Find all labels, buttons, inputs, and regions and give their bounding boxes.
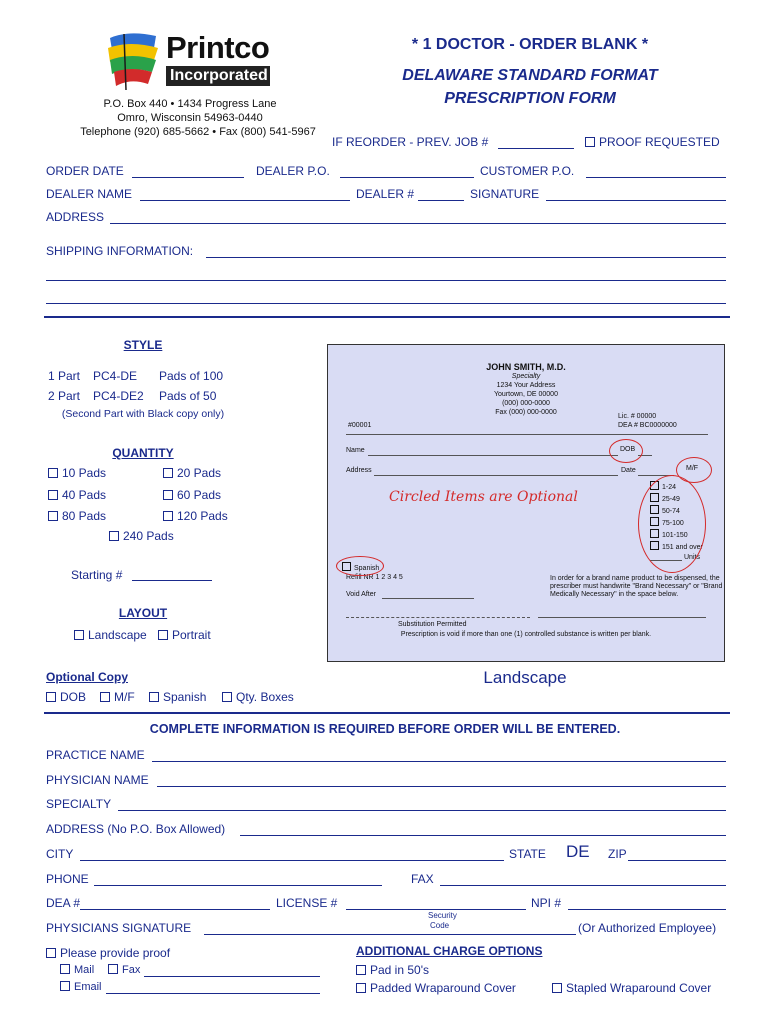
customer-po-field[interactable] <box>586 177 726 178</box>
optional-spanish-label: Spanish <box>163 690 207 704</box>
stapled-cover-label: Stapled Wraparound Cover <box>566 981 712 995</box>
pad-in-50s[interactable] <box>356 963 429 977</box>
sample-number: #00001 <box>348 422 372 429</box>
practice-name-field[interactable] <box>152 761 726 762</box>
layout-portrait[interactable] <box>158 628 211 642</box>
specialty-label: SPECIALTY <box>46 797 112 811</box>
physician-address-label: ADDRESS (No P.O. Box Allowed) <box>46 822 226 836</box>
proof-email-field[interactable] <box>106 993 320 994</box>
provide-proof-label: Please provide proof <box>60 946 171 960</box>
qty-20-pads[interactable] <box>163 466 221 480</box>
qty-10-checkbox[interactable] <box>48 468 58 478</box>
shipping-label: SHIPPING INFORMATION: <box>46 244 194 258</box>
address-label: ADDRESS <box>46 210 105 224</box>
optional-qty-boxes[interactable] <box>222 690 294 704</box>
sample-address-line <box>374 475 618 476</box>
optional-copy-heading: Optional Copy <box>46 670 128 684</box>
address-field[interactable] <box>110 223 726 224</box>
layout-portrait-label: Portrait <box>172 628 211 642</box>
layout-caption: Landscape <box>483 668 567 687</box>
dealer-po-field[interactable] <box>340 177 474 178</box>
zip-field[interactable] <box>628 860 726 861</box>
customer-po-label: CUSTOMER P.O. <box>480 164 575 178</box>
provide-proof-checkbox[interactable] <box>46 948 56 958</box>
proof-fax-label: Fax <box>122 964 141 976</box>
proof-email-checkbox[interactable] <box>60 981 70 991</box>
proof-fax[interactable] <box>108 964 140 976</box>
qty-120-label: 120 Pads <box>177 509 228 523</box>
dea-field[interactable] <box>80 909 270 910</box>
sample-divider <box>346 434 708 435</box>
security-code-label-1: Security <box>428 911 457 920</box>
physician-signature-field[interactable] <box>204 934 576 935</box>
optional-spanish[interactable] <box>149 690 206 704</box>
form-subtitle-1: DELAWARE STANDARD FORMAT <box>402 67 658 84</box>
proof-fax-checkbox[interactable] <box>108 964 118 974</box>
optional-dob-label: DOB <box>60 690 87 704</box>
style-row2-pads: Pads of 50 <box>159 389 217 403</box>
physician-name-label: PHYSICIAN NAME <box>46 773 149 787</box>
pad-in-50s-label: Pad in 50's <box>370 963 429 977</box>
sample-brand-note-2: prescriber must handwrite "Brand Necessary" or "Brand <box>550 583 723 590</box>
fax-field[interactable] <box>440 885 726 886</box>
proof-requested[interactable] <box>585 135 720 149</box>
dealer-number-field[interactable] <box>418 200 464 201</box>
style-row2-part: 2 Part <box>48 389 81 403</box>
company-name: Printco <box>166 30 270 65</box>
quantity-heading: QUANTITY <box>112 446 174 460</box>
padded-cover-checkbox[interactable] <box>356 983 366 993</box>
proof-email-label: Email <box>74 981 102 993</box>
sample-name-label: Name <box>346 447 365 454</box>
layout-landscape-checkbox[interactable] <box>74 630 84 640</box>
qty-120-pads[interactable] <box>163 509 228 523</box>
optional-mf-checkbox[interactable] <box>100 692 110 702</box>
sample-optional-note: Circled Items are Optional <box>389 489 578 505</box>
sample-spanish: Spanish <box>342 562 379 572</box>
signature-label: SIGNATURE <box>470 187 540 201</box>
sample-qty-1: 1-24 <box>650 481 676 491</box>
proof-mail-label: Mail <box>74 964 95 976</box>
company-address1: P.O. Box 440 • 1434 Progress Lane <box>103 98 277 110</box>
shipping-field-3[interactable] <box>46 303 726 304</box>
license-label: LICENSE # <box>276 896 338 910</box>
optional-dob-checkbox[interactable] <box>46 692 56 702</box>
sample-name-line <box>368 455 618 456</box>
qty-20-checkbox[interactable] <box>163 468 173 478</box>
sample-void-after: Void After <box>346 591 376 598</box>
sample-street: 1234 Your Address <box>496 382 556 389</box>
provide-proof[interactable] <box>46 946 170 960</box>
reorder-field[interactable] <box>498 148 574 149</box>
spanish-circle <box>336 556 384 576</box>
style-row1-code: PC4-DE <box>93 369 138 383</box>
form-title: * 1 DOCTOR - ORDER BLANK * <box>411 36 649 53</box>
optional-qty-boxes-checkbox[interactable] <box>222 692 232 702</box>
layout-landscape[interactable] <box>74 628 147 642</box>
proof-requested-label: PROOF REQUESTED <box>599 135 720 149</box>
sample-qty-2: 25-49 <box>650 493 680 503</box>
authorized-employee: (Or Authorized Employee) <box>578 921 717 935</box>
sample-doctor-name: JOHN SMITH, M.D. <box>486 362 566 372</box>
stapled-wraparound-cover[interactable] <box>552 981 711 995</box>
dob-circle <box>609 439 643 463</box>
qty-40-checkbox[interactable] <box>48 490 58 500</box>
qty-80-pads[interactable] <box>48 509 106 523</box>
phone-label: PHONE <box>46 872 89 886</box>
physician-signature-label: PHYSICIANS SIGNATURE <box>46 921 192 935</box>
company-subname: Incorporated <box>170 67 268 84</box>
sample-city: Yourtown, DE 00000 <box>494 391 558 398</box>
padded-cover-label: Padded Wraparound Cover <box>370 981 516 995</box>
qty-240-checkbox[interactable] <box>109 531 119 541</box>
optional-mf-label: M/F <box>114 690 135 704</box>
qty-240-pads[interactable] <box>109 529 174 543</box>
qty-240-label: 240 Pads <box>123 529 174 543</box>
shipping-field-2[interactable] <box>46 280 726 281</box>
order-date-label: ORDER DATE <box>46 164 124 178</box>
sample-substitution-line <box>346 617 530 618</box>
divider-bottom <box>44 712 730 714</box>
style-heading: STYLE <box>123 338 163 352</box>
qty-10-label: 10 Pads <box>62 466 107 480</box>
complete-info-notice: COMPLETE INFORMATION IS REQUIRED BEFORE ORDER WILL BE ENTERED. <box>149 722 621 736</box>
sample-refill: Refill NR 1 2 3 4 5 <box>346 574 403 581</box>
sample-phone: (000) 000-0000 <box>502 400 550 407</box>
license-field[interactable] <box>346 909 526 910</box>
proof-mail-checkbox[interactable] <box>60 964 70 974</box>
zip-label: ZIP <box>608 847 627 861</box>
style-note: (Second Part with Black copy only) <box>61 408 225 420</box>
proof-fax-field[interactable] <box>144 976 320 977</box>
state-value[interactable]: DE <box>566 842 590 861</box>
city-field[interactable] <box>80 860 504 861</box>
sample-brand-note-3: Medically Necessary" in the space below. <box>550 591 679 598</box>
qty-80-checkbox[interactable] <box>48 511 58 521</box>
sample-substitution: Substitution Permitted <box>398 621 467 628</box>
sample-dob: DOB <box>620 446 636 453</box>
signature-field[interactable] <box>546 200 726 201</box>
qty-10-pads[interactable] <box>48 466 106 480</box>
order-date-field[interactable] <box>132 177 244 178</box>
sample-void-line <box>382 598 474 599</box>
city-label: CITY <box>46 847 74 861</box>
printco-logo-icon <box>104 30 164 92</box>
proof-requested-checkbox[interactable] <box>585 137 595 147</box>
sample-units: Units <box>684 554 700 561</box>
sample-qty-3: 50-74 <box>650 505 680 515</box>
dea-label: DEA # <box>46 896 81 910</box>
dealer-name-label: DEALER NAME <box>46 187 133 201</box>
divider-top <box>44 316 730 318</box>
sample-qty-5: 101-150 <box>650 529 688 539</box>
qty-20-label: 20 Pads <box>177 466 222 480</box>
dealer-number-label: DEALER # <box>356 187 415 201</box>
sample-date-label: Date <box>621 467 636 474</box>
dealer-name-field[interactable] <box>140 200 350 201</box>
state-label: STATE <box>509 847 546 861</box>
npi-label: NPI # <box>531 896 562 910</box>
sample-fax: Fax (000) 000-0000 <box>495 409 557 416</box>
optional-spanish-checkbox[interactable] <box>149 692 159 702</box>
practice-name-label: PRACTICE NAME <box>46 748 145 762</box>
qty-circle <box>638 475 706 573</box>
style-row2-code: PC4-DE2 <box>93 389 144 403</box>
layout-heading: LAYOUT <box>118 606 168 620</box>
optional-mf[interactable] <box>100 690 135 704</box>
sample-qty-6: 151 and over <box>650 541 703 551</box>
qty-60-checkbox[interactable] <box>163 490 173 500</box>
qty-80-label: 80 Pads <box>62 509 107 523</box>
sample-specialty: Specialty <box>511 373 541 380</box>
shipping-field-1[interactable] <box>206 257 726 258</box>
additional-options-heading: ADDITIONAL CHARGE OPTIONS <box>356 944 543 958</box>
qty-60-pads[interactable] <box>163 488 221 502</box>
physician-address-field[interactable] <box>240 835 726 836</box>
layout-landscape-label: Landscape <box>88 628 147 642</box>
sample-dea: DEA # BC0000000 <box>618 422 677 429</box>
sample-lic: Lic. # 00000 <box>618 413 657 420</box>
optional-qty-boxes-label: Qty. Boxes <box>236 690 294 704</box>
sample-brand-line <box>538 617 706 618</box>
sample-qty-4: 75-100 <box>650 517 684 527</box>
sample-brand-note-1: In order for a brand name product to be dispensed, the <box>550 575 720 582</box>
qty-120-checkbox[interactable] <box>163 511 173 521</box>
reorder-label: IF REORDER - PREV. JOB # <box>332 135 489 149</box>
style-row1-part: 1 Part <box>48 369 81 383</box>
company-phone: Telephone (920) 685-5662 • Fax (800) 541-5967 <box>80 126 316 138</box>
padded-wraparound-cover[interactable] <box>356 981 516 995</box>
pad-in-50s-checkbox[interactable] <box>356 965 366 975</box>
sample-prescription-preview <box>327 344 725 662</box>
style-row1-pads: Pads of 100 <box>159 369 224 383</box>
security-code-label-2: Code <box>430 921 450 930</box>
sample-void-note: Prescription is void if more than one (1) controlled substance is written per blank. <box>400 631 652 638</box>
layout-portrait-checkbox[interactable] <box>158 630 168 640</box>
optional-dob[interactable] <box>46 690 86 704</box>
npi-field[interactable] <box>568 909 726 910</box>
proof-mail[interactable] <box>60 964 94 976</box>
specialty-field[interactable] <box>118 810 726 811</box>
sample-mf: M/F <box>686 465 699 472</box>
fax-label: FAX <box>411 872 434 886</box>
stapled-cover-checkbox[interactable] <box>552 983 562 993</box>
qty-60-label: 60 Pads <box>177 488 222 502</box>
sample-address-label: Address <box>346 467 372 474</box>
proof-email[interactable] <box>60 981 102 993</box>
physician-name-field[interactable] <box>157 786 726 787</box>
starting-number-field[interactable] <box>132 580 212 581</box>
phone-field[interactable] <box>94 885 382 886</box>
qty-40-pads[interactable] <box>48 488 106 502</box>
starting-number-label: Starting # <box>71 568 123 582</box>
company-address2: Omro, Wisconsin 54963-0440 <box>117 112 263 124</box>
form-subtitle-2: PRESCRIPTION FORM <box>444 90 616 107</box>
dealer-po-label: DEALER P.O. <box>256 164 330 178</box>
qty-40-label: 40 Pads <box>62 488 107 502</box>
